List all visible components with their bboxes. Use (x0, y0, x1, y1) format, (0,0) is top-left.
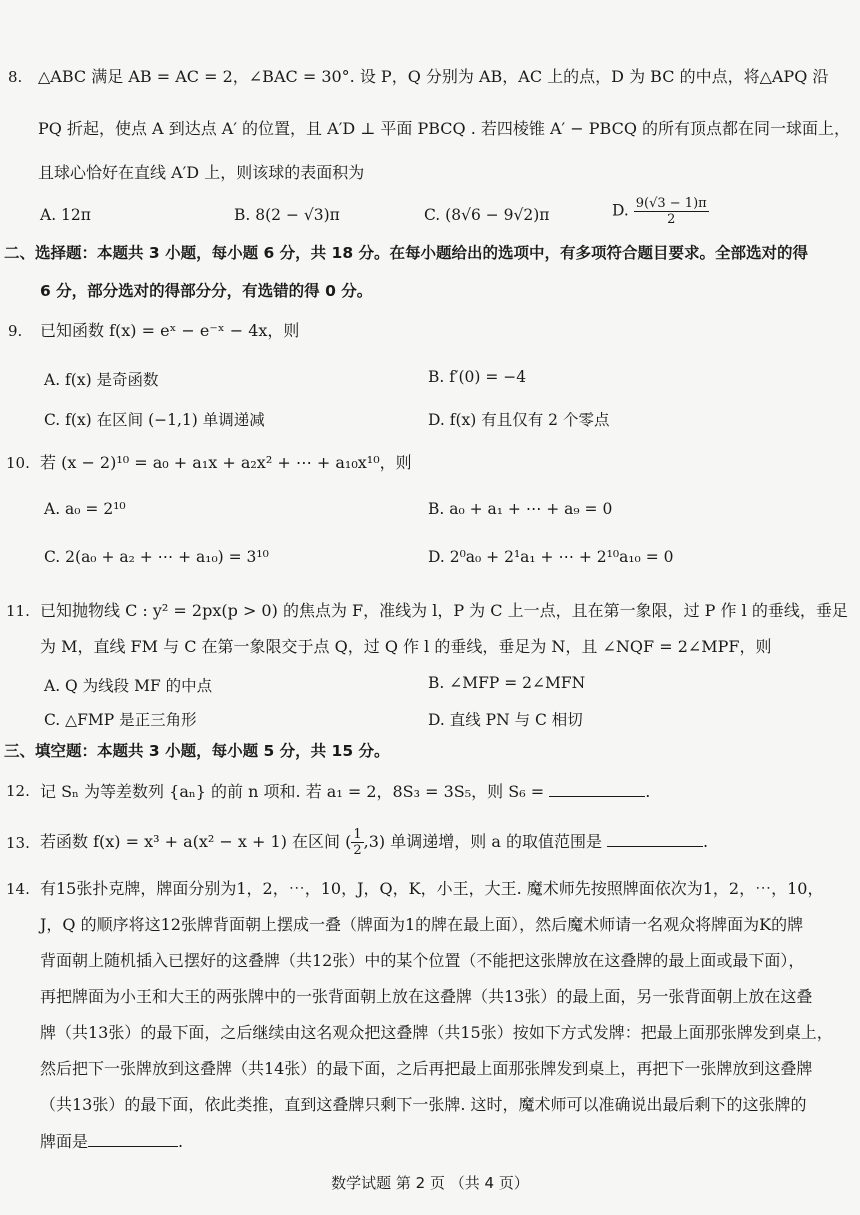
q14-line-4: 再把牌面为小王和大王的两张牌中的一张背面朝上放在这叠牌（共13张）的最上面，另一张背面朝上放在这叠 (40, 987, 813, 1006)
q8-line-2: PQ 折起，使点 A 到达点 A′ 的位置，且 A′D ⊥ 平面 PBCQ . 若四棱锥 A′ − PBCQ 的所有顶点都在同一球面上， (38, 119, 851, 138)
q8-option-d-label: D. (612, 201, 629, 220)
q11-number: 11. (6, 602, 30, 620)
q14-period: . (178, 1132, 184, 1151)
q13-fraction-numerator: 1 (353, 827, 362, 842)
q8-option-a: A. 12π (40, 206, 91, 224)
q14-number: 14. (6, 880, 30, 898)
q14-answer-blank[interactable] (88, 1130, 178, 1147)
q9-stem: 已知函数 f(x) = eˣ − e⁻ˣ − 4x，则 (40, 321, 300, 340)
q9-option-a: A. f(x) 是奇函数 (44, 371, 159, 389)
q13-stem (40, 824, 708, 860)
q13-period: . (703, 832, 709, 851)
q8-line-3: 且球心恰好在直线 A′D 上，则该球的表面积为 (38, 163, 365, 182)
q12-text: 记 Sₙ 为等差数列 {aₙ} 的前 n 项和. 若 a₁ = 2，8S₃ = 3S₅，则 S₆ = (40, 782, 545, 801)
q12-period: . (645, 782, 651, 801)
q14-text-end: 牌面是 (40, 1132, 89, 1151)
q14-line-5: 牌（共13张）的最下面，之后继续由这名观众把这叠牌（共15张）按如下方式发牌：把最上面那张牌发到桌上， (40, 1023, 833, 1042)
q10-option-b: B. a₀ + a₁ + ⋯ + a₉ = 0 (428, 500, 613, 518)
q14-line-1: 有15张扑克牌，牌面分别为1，2，⋯，10，J，Q，K，小王，大王. 魔术师先按照牌面依次为1，2，⋯，10， (40, 879, 824, 898)
q8-option-c: C. (8√6 − 9√2)π (424, 206, 550, 224)
q10-number: 10. (6, 454, 30, 472)
q9-option-b: B. f′(0) = −4 (428, 368, 527, 386)
q13-number: 13. (6, 834, 30, 852)
q10-option-d: D. 2⁰a₀ + 2¹a₁ + ⋯ + 2¹⁰a₁₀ = 0 (428, 548, 674, 566)
q12-stem (40, 780, 650, 803)
q12-answer-blank[interactable] (549, 780, 645, 797)
q8-line-1: △ABC 满足 AB = AC = 2，∠BAC = 30°. 设 P，Q 分别为 AB，AC 上的点，D 为 BC 的中点，将△APQ 沿 (38, 67, 829, 86)
q8-option-b: B. 8(2 − √3)π (234, 206, 340, 224)
q9-option-d: D. f(x) 有且仅有 2 个零点 (428, 411, 610, 429)
q11-option-b: B. ∠MFP = 2∠MFN (428, 674, 586, 692)
q14-line-8 (40, 1130, 183, 1153)
q8-option-d-fraction (634, 196, 709, 227)
q8-option-d-numerator: 9(√3 − 1)π (635, 196, 707, 211)
q13-answer-blank[interactable] (607, 830, 703, 847)
q10-option-c: C. 2(a₀ + a₂ + ⋯ + a₁₀) = 3¹⁰ (44, 548, 269, 566)
q10-stem: 若 (x − 2)¹⁰ = a₀ + a₁x + a₂x² + ⋯ + a₁₀x¹⁰，则 (40, 453, 412, 472)
q13-fraction (351, 827, 363, 858)
q9-option-c: C. f(x) 在区间 (−1,1) 单调递减 (44, 411, 265, 429)
q14-line-3: 背面朝上随机插入已摆好的这叠牌（共12张）中的某个位置（不能把这张牌放在这叠牌的最上面或最下面）， (40, 951, 805, 970)
q8-option-d-denominator: 2 (667, 212, 676, 227)
section-2-heading-line-2: 6 分，部分选对的得部分分，有选错的得 0 分。 (40, 282, 373, 300)
q11-line-1: 已知抛物线 C : y² = 2px(p > 0) 的焦点为 F，准线为 l，P 为 C 上一点，且在第一象限，过 P 作 l 的垂线，垂足 (40, 601, 848, 620)
q9-number: 9. (8, 322, 23, 340)
q11-option-d: D. 直线 PN 与 C 相切 (428, 711, 583, 729)
q11-option-c: C. △FMP 是正三角形 (44, 711, 197, 729)
q8-option-d (612, 196, 709, 227)
q12-number: 12. (6, 782, 30, 800)
q11-line-2: 为 M，直线 FM 与 C 在第一象限交于点 Q，过 Q 作 l 的垂线，垂足为 N，且 ∠NQF = 2∠MPF，则 (40, 637, 772, 656)
q10-option-a: A. a₀ = 2¹⁰ (44, 500, 126, 518)
q14-line-6: 然后把下一张牌放到这叠牌（共14张）的最下面，之后再把最上面那张牌发到桌上，再把下一张牌放到这叠牌 (40, 1059, 813, 1078)
section-2-heading-line-1: 二、选择题：本题共 3 小题，每小题 6 分，共 18 分。在每小题给出的选项中，有多项符合题目要求。全部选对的得 (4, 244, 809, 262)
q14-line-2: J，Q 的顺序将这12张牌背面朝上摆成一叠（牌面为1的牌在最上面），然后魔术师请一名观众将牌面为K的牌 (40, 915, 804, 934)
q13-text-post: ,3) 单调递增，则 a 的取值范围是 (363, 832, 602, 851)
q13-fraction-denominator: 2 (353, 843, 362, 858)
page-footer: 数学试题 第 2 页 （共 4 页） (331, 1174, 529, 1192)
q14-line-7: （共13张）的最下面，依此类推，直到这叠牌只剩下一张牌. 这时，魔术师可以准确说出最后剩下的这张牌的 (40, 1095, 807, 1114)
section-3-heading: 三、填空题：本题共 3 小题，每小题 5 分，共 15 分。 (4, 742, 390, 760)
q11-option-a: A. Q 为线段 MF 的中点 (44, 677, 213, 695)
q8-number: 8. (8, 68, 23, 86)
q13-text-pre: 若函数 f(x) = x³ + a(x² − x + 1) 在区间 ( (40, 832, 352, 851)
